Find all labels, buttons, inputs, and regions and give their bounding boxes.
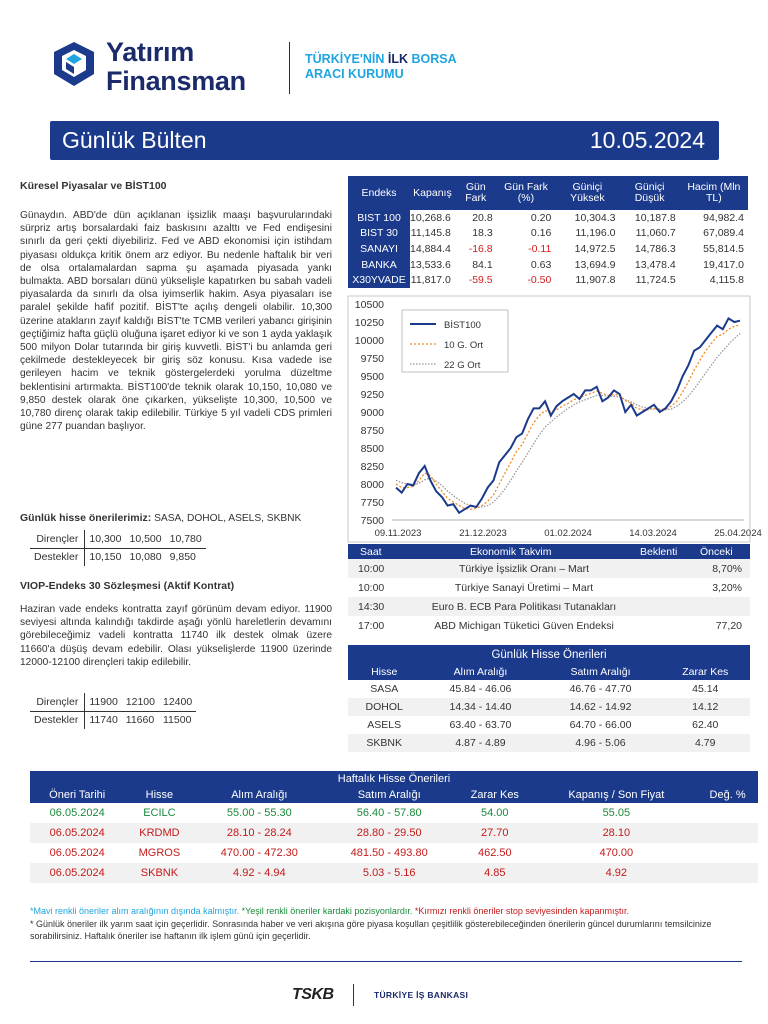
sell-range: 4.96 - 5.06	[540, 734, 660, 752]
stop-loss: 4.79	[661, 734, 750, 752]
support-value: 11660	[125, 714, 155, 727]
column-header: Güniçi Yüksek	[555, 176, 619, 210]
buy-range: 14.34 - 14.40	[420, 698, 540, 716]
close-price: 470.00	[599, 847, 634, 859]
viop-heading: VIOP-Endeks 30 Sözleşmesi (Aktif Kontrat)	[20, 580, 235, 592]
resistance-value: 10,780	[166, 530, 206, 548]
footer-logo-divider	[353, 984, 354, 1006]
index-value: 14,786.3	[634, 242, 676, 255]
change-percent	[697, 823, 758, 843]
stock-symbol: ECILC	[143, 807, 176, 819]
title-bar	[50, 121, 719, 160]
index-name: BIST 30	[348, 226, 410, 242]
support-row	[30, 711, 196, 729]
isbank-logo: TÜRKİYE İŞ BANKASI	[374, 990, 469, 1000]
index-value: 10,187.8	[634, 211, 676, 224]
stop-loss: 14.12	[661, 698, 750, 716]
daily-table-body	[348, 680, 750, 752]
index-value: 0.20	[530, 211, 552, 224]
y-tick-label: 10500	[354, 299, 384, 311]
resistance-value: 12100	[122, 693, 159, 711]
bist-levels-table	[30, 530, 206, 566]
green-note: *Yeşil renkli öneriler kardaki pozisyonlardır.	[241, 906, 413, 916]
weekly-title-row	[30, 771, 758, 786]
sell-range: 56.40 - 57.80	[356, 807, 422, 819]
disclaimer-notes	[30, 905, 740, 943]
daily-stock-row	[348, 698, 750, 716]
column-header: Satım Aralığı	[324, 786, 454, 803]
daily-table-title: Günlük Hisse Önerileri	[348, 645, 750, 664]
index-value: 11,196.0	[575, 227, 616, 240]
sell-range: 46.76 - 47.70	[569, 683, 632, 695]
y-tick-label: 8500	[360, 443, 384, 455]
index-row	[348, 272, 748, 288]
market-indices-table	[348, 176, 748, 288]
tagline-part-b: İLK	[387, 52, 408, 66]
index-name: X30YVADE	[348, 272, 410, 288]
index-value: 10,268.6	[410, 211, 451, 224]
index-name: SANAYI	[348, 241, 410, 257]
stop-loss: 62.40	[692, 719, 719, 731]
index-value: 20.8	[472, 211, 493, 224]
index-name: BANKA	[348, 257, 410, 273]
index-value: -0.50	[527, 274, 552, 287]
event-time: 10:00	[358, 581, 385, 594]
buy-range: 63.40 - 63.70	[449, 719, 512, 731]
column-header: Alım Aralığı	[194, 786, 324, 803]
viop-body: Haziran vade endeks kontratta zayıf görünüm devam ediyor. 11900 seviyesi altında kalındığı takdirde aşağı yönlü hareletlerin devamını görebileceğimiz vadeli kontratta 11740 ilk destek olmak üzere 11660'a düşüş devam edebilir. Olası yükselişlerde 11900 üzerinde 12000-12100 dirençleri takip edilebilir.	[20, 604, 332, 668]
recommendation-date: 06.05.2024	[49, 847, 105, 859]
x-tick-label: 25.04.2024	[714, 528, 762, 539]
calendar-row	[348, 616, 750, 635]
index-value: 67,089.4	[703, 227, 744, 240]
buy-range: 28.10 - 28.24	[194, 823, 324, 843]
event-name: ABD Michigan Tüketici Güven Endeksi	[434, 619, 614, 632]
y-tick-label: 9500	[360, 371, 384, 383]
y-tick-label: 8250	[360, 461, 384, 473]
column-header: Hisse	[124, 786, 194, 803]
index-value: 11,907.8	[575, 274, 616, 287]
global-markets-body: Günaydın. ABD'de dün açıklanan işsizlik maaşı başvurularındaki sürpriz artış borsalardaki faiz baskısını azalttı ve Fed endişesini sınırlı da geri çekti diyebiliriz. Fed ve ABD ekonomisi için istihdam piyasası oldukça kritik önem arz ediyor. Bu nedenle haftalık bir veri de olsa ortalamalardan sapma şu aşamada piyasada yankı bulmakta. ABD borsaları dünü yükselişle kapatırken bu sabah vadeli piyasalarda da sınırlı da olsa iyimserlik hakim. Asya piyasaları ise paralel şekilde hafif pozitif. BİST'te açılış dengeli olabilir. 10,300 üzerine atakların zayıf kaldığı BİST'te TCMB verileri yabancı girişinin geçtiğimiz hafta güçlü oluğuna işaret ediyor ki ve son 1 ayda yaklaşık 500 milyon Dolar tutarında bir giriş kuvvetli. BİST'i bu anlamda geri çekilmede destekleyecek bir giriş söz konusu. Kısa vadede ise gerileyen hacim ve teknik göstergelerdeki yorulma düzeltme beklentisini artırmakta. BİST100'de teknik olarak 10,150, 10,080 ve 9,850 destek olarak öne çıkarken, yükselişte 10,300, 10,500 ve 10,780 direnç olarak takip edilebilir. Türkiye 5 yıl vadeli CDS primleri güne 277 puandan başlıyor.	[20, 210, 332, 433]
column-header: Saat	[348, 544, 408, 559]
index-value: 0.16	[530, 227, 552, 240]
sell-range: 481.50 - 493.80	[350, 847, 428, 859]
support-value: 10,150	[89, 551, 122, 564]
resistance-row	[30, 693, 196, 711]
y-tick-label: 10000	[354, 335, 384, 347]
column-header: Hisse	[348, 664, 420, 680]
weekly-table-title: Haftalık Hisse Önerileri	[30, 771, 758, 786]
global-markets-heading: Küresel Piyasalar ve BİST100	[20, 180, 167, 192]
daily-recommendations-value: SASA, DOHOL, ASELS, SKBNK	[154, 513, 302, 524]
index-value: 10,304.3	[574, 211, 616, 224]
resistance-label: Dirençler	[30, 693, 85, 711]
buy-range: 55.00 - 55.30	[226, 807, 292, 819]
weekly-stock-row	[30, 803, 758, 823]
index-value: 11,724.5	[635, 274, 676, 287]
y-tick-label: 8750	[360, 425, 384, 437]
logo-divider	[289, 42, 290, 94]
event-expectation	[640, 578, 700, 597]
weekly-stock-row	[30, 863, 758, 883]
recommendation-date: 06.05.2024	[30, 863, 124, 883]
event-previous: 77,20	[715, 619, 742, 632]
tagline-part-c: BORSA	[411, 52, 457, 66]
color-legend-note	[30, 905, 740, 918]
market-table-body	[348, 210, 748, 288]
sell-range: 5.03 - 5.16	[324, 863, 454, 883]
close-price: 55.05	[602, 807, 631, 819]
resistance-value: 12400	[159, 693, 196, 711]
weekly-table-body	[30, 803, 758, 883]
sell-range: 28.80 - 29.50	[324, 823, 454, 843]
index-value: 4,115.8	[709, 274, 744, 287]
event-time: 14:30	[348, 597, 408, 616]
y-tick-label: 9250	[360, 389, 384, 401]
support-value: 10,080	[129, 551, 162, 564]
economic-calendar-table	[348, 544, 750, 635]
column-header: Gün Fark	[455, 176, 497, 210]
x-tick-label: 01.02.2024	[544, 528, 592, 539]
weekly-stock-row	[30, 843, 758, 863]
daily-stock-recommendations-table	[348, 645, 750, 752]
column-header: Kapanış / Son Fiyat	[535, 786, 697, 803]
support-value: 9,850	[169, 551, 196, 564]
column-header: Ekonomik Takvim	[408, 544, 640, 559]
calendar-header	[348, 544, 750, 559]
event-time: 17:00	[358, 619, 385, 632]
index-value: 13,694.9	[574, 258, 616, 271]
stock-symbol: MGROS	[138, 847, 181, 859]
event-previous: 8,70%	[700, 559, 750, 578]
index-value: 19,417.0	[703, 258, 744, 271]
resistance-value: 11900	[85, 693, 122, 711]
index-value: 13,478.4	[634, 258, 676, 271]
daily-stock-row	[348, 680, 750, 698]
y-tick-label: 9750	[360, 353, 384, 365]
sell-range: 14.62 - 14.92	[540, 698, 660, 716]
bulletin-title: Günlük Bülten	[62, 127, 207, 153]
tskb-logo: TSKB	[292, 986, 334, 1003]
column-header: Kapanış	[410, 176, 455, 210]
stock-symbol: DOHOL	[348, 698, 420, 716]
tagline-line-2: ARACI KURUMU	[305, 67, 404, 81]
event-name: Euro B. ECB Para Politikası Tutanakları	[408, 597, 640, 616]
y-tick-label: 9000	[360, 407, 384, 419]
index-value: 55,814.5	[703, 242, 744, 255]
change-percent	[697, 843, 758, 863]
stop-loss: 54.00	[481, 807, 509, 819]
stop-loss: 4.85	[454, 863, 535, 883]
index-value: -16.8	[468, 242, 493, 255]
index-row	[348, 210, 748, 226]
event-expectation	[640, 597, 700, 616]
column-header: Zarar Kes	[661, 664, 750, 680]
recommendation-date: 06.05.2024	[49, 807, 105, 819]
column-header: Gün Fark (%)	[497, 176, 556, 210]
legend-label: BİST100	[444, 320, 481, 331]
support-value: 11740	[89, 714, 118, 727]
stop-loss: 27.70	[454, 823, 535, 843]
column-header: Beklenti	[640, 544, 700, 559]
buy-range: 4.92 - 4.94	[194, 863, 324, 883]
company-logo-text	[106, 38, 246, 96]
column-header: Öneri Tarihi	[30, 786, 124, 803]
index-value: 11,060.7	[635, 227, 676, 240]
index-value: 13,533.6	[410, 258, 451, 271]
change-percent	[697, 863, 758, 883]
column-header: Önceki	[700, 544, 750, 559]
event-time: 10:00	[348, 559, 408, 578]
support-label: Destekler	[30, 548, 85, 566]
bulletin-date: 10.05.2024	[589, 127, 705, 153]
y-tick-label: 10250	[354, 317, 384, 329]
support-label: Destekler	[30, 711, 85, 729]
support-row	[30, 548, 206, 566]
logo-icon	[52, 40, 96, 90]
stock-symbol: SKBNK	[124, 863, 194, 883]
index-value: 14,884.4	[410, 242, 451, 255]
general-note: * Günlük öneriler ilk yarım saat için geçerlidir. Sonrasında haber ve veri akışına göre piyasa koşulları çeşitlilik gösterebileceğinden önerilerin güncel durumlarını temsilcinize sorabilirsiniz. Haftalık öneriler ise haftanın ilk işlem günü için geçerlidir.	[30, 918, 712, 941]
viop-levels-table	[30, 693, 196, 729]
column-header: Endeks	[348, 176, 410, 210]
weekly-stock-row	[30, 823, 758, 843]
stock-symbol: SASA	[370, 683, 399, 695]
close-price: 28.10	[535, 823, 697, 843]
event-expectation	[640, 616, 700, 635]
legend-label: 22 G Ort	[444, 360, 481, 371]
stock-symbol: SKBNK	[348, 734, 420, 752]
tagline	[305, 52, 457, 82]
index-value: 18.3	[472, 227, 493, 240]
buy-range: 470.00 - 472.30	[220, 847, 298, 859]
index-row	[348, 257, 748, 273]
daily-stock-row	[348, 716, 750, 734]
red-note: *Kırmızı renkli öneriler stop seviyesinden kapanmıştır.	[414, 906, 629, 916]
weekly-stock-recommendations-table	[30, 771, 758, 883]
index-value: 11,817.0	[410, 274, 451, 287]
calendar-row	[348, 597, 750, 616]
x-tick-label: 21.12.2023	[459, 528, 507, 539]
logo-line-1: Yatırım	[106, 37, 194, 67]
weekly-header-row	[30, 786, 758, 803]
y-tick-label: 7750	[360, 497, 384, 509]
index-value: 84.1	[472, 258, 493, 271]
resistance-value: 10,300	[85, 530, 126, 548]
daily-stock-row	[348, 734, 750, 752]
x-tick-label: 14.03.2024	[629, 528, 677, 539]
legend-label: 10 G. Ort	[444, 340, 484, 351]
column-header: Değ. %	[697, 786, 758, 803]
resistance-label: Dirençler	[30, 530, 85, 548]
stock-symbol: ASELS	[367, 719, 402, 731]
index-row	[348, 226, 748, 242]
tagline-part-a: TÜRKİYE'NİN	[305, 52, 385, 66]
index-value: 14,972.5	[574, 242, 616, 255]
change-percent	[697, 803, 758, 823]
buy-range: 45.84 - 46.06	[449, 683, 512, 695]
bist100-line-chart	[348, 296, 762, 542]
index-row	[348, 241, 748, 257]
column-header: Hacim (Mln TL)	[680, 176, 748, 210]
blue-note: *Mavi renkli öneriler alım aralığının dışında kalmıştır.	[30, 906, 240, 916]
recommendation-date: 06.05.2024	[30, 823, 124, 843]
market-table-header	[348, 176, 748, 210]
index-value: -0.11	[528, 242, 552, 255]
index-value: 11,145.8	[410, 227, 451, 240]
close-price: 4.92	[535, 863, 697, 883]
y-tick-label: 8000	[360, 479, 384, 491]
calendar-row	[348, 559, 750, 578]
column-header: Zarar Kes	[454, 786, 535, 803]
event-previous: 3,20%	[712, 581, 742, 594]
column-header: Güniçi Düşük	[619, 176, 679, 210]
resistance-row	[30, 530, 206, 548]
resistance-value: 10,500	[125, 530, 165, 548]
footer-divider	[30, 961, 742, 962]
daily-recommendations-line	[20, 512, 332, 525]
event-previous	[700, 597, 750, 616]
daily-header-row	[348, 664, 750, 680]
column-header: Alım Aralığı	[420, 664, 540, 680]
event-name: Türkiye Sanayi Üretimi – Mart	[454, 581, 594, 594]
buy-range: 4.87 - 4.89	[420, 734, 540, 752]
event-expectation	[640, 559, 700, 578]
daily-title-row	[348, 645, 750, 664]
sell-range: 64.70 - 66.00	[569, 719, 632, 731]
index-name: BIST 100	[348, 210, 410, 226]
daily-recommendations-label: Günlük hisse önerilerimiz:	[20, 512, 152, 524]
column-header: Satım Aralığı	[540, 664, 660, 680]
logo-line-2: Finansman	[106, 66, 246, 96]
stop-loss: 45.14	[692, 683, 719, 695]
stock-symbol: KRDMD	[124, 823, 194, 843]
index-value: 94,982.4	[703, 211, 744, 224]
event-name: Türkiye İşsizlik Oranı – Mart	[408, 559, 640, 578]
index-value: -59.5	[468, 274, 493, 287]
support-value: 11500	[162, 714, 192, 727]
index-value: 0.63	[530, 258, 552, 271]
x-tick-label: 09.11.2023	[374, 528, 422, 539]
calendar-row	[348, 578, 750, 597]
stop-loss: 462.50	[477, 847, 512, 859]
y-tick-label: 7500	[360, 515, 384, 527]
calendar-body	[348, 559, 750, 635]
